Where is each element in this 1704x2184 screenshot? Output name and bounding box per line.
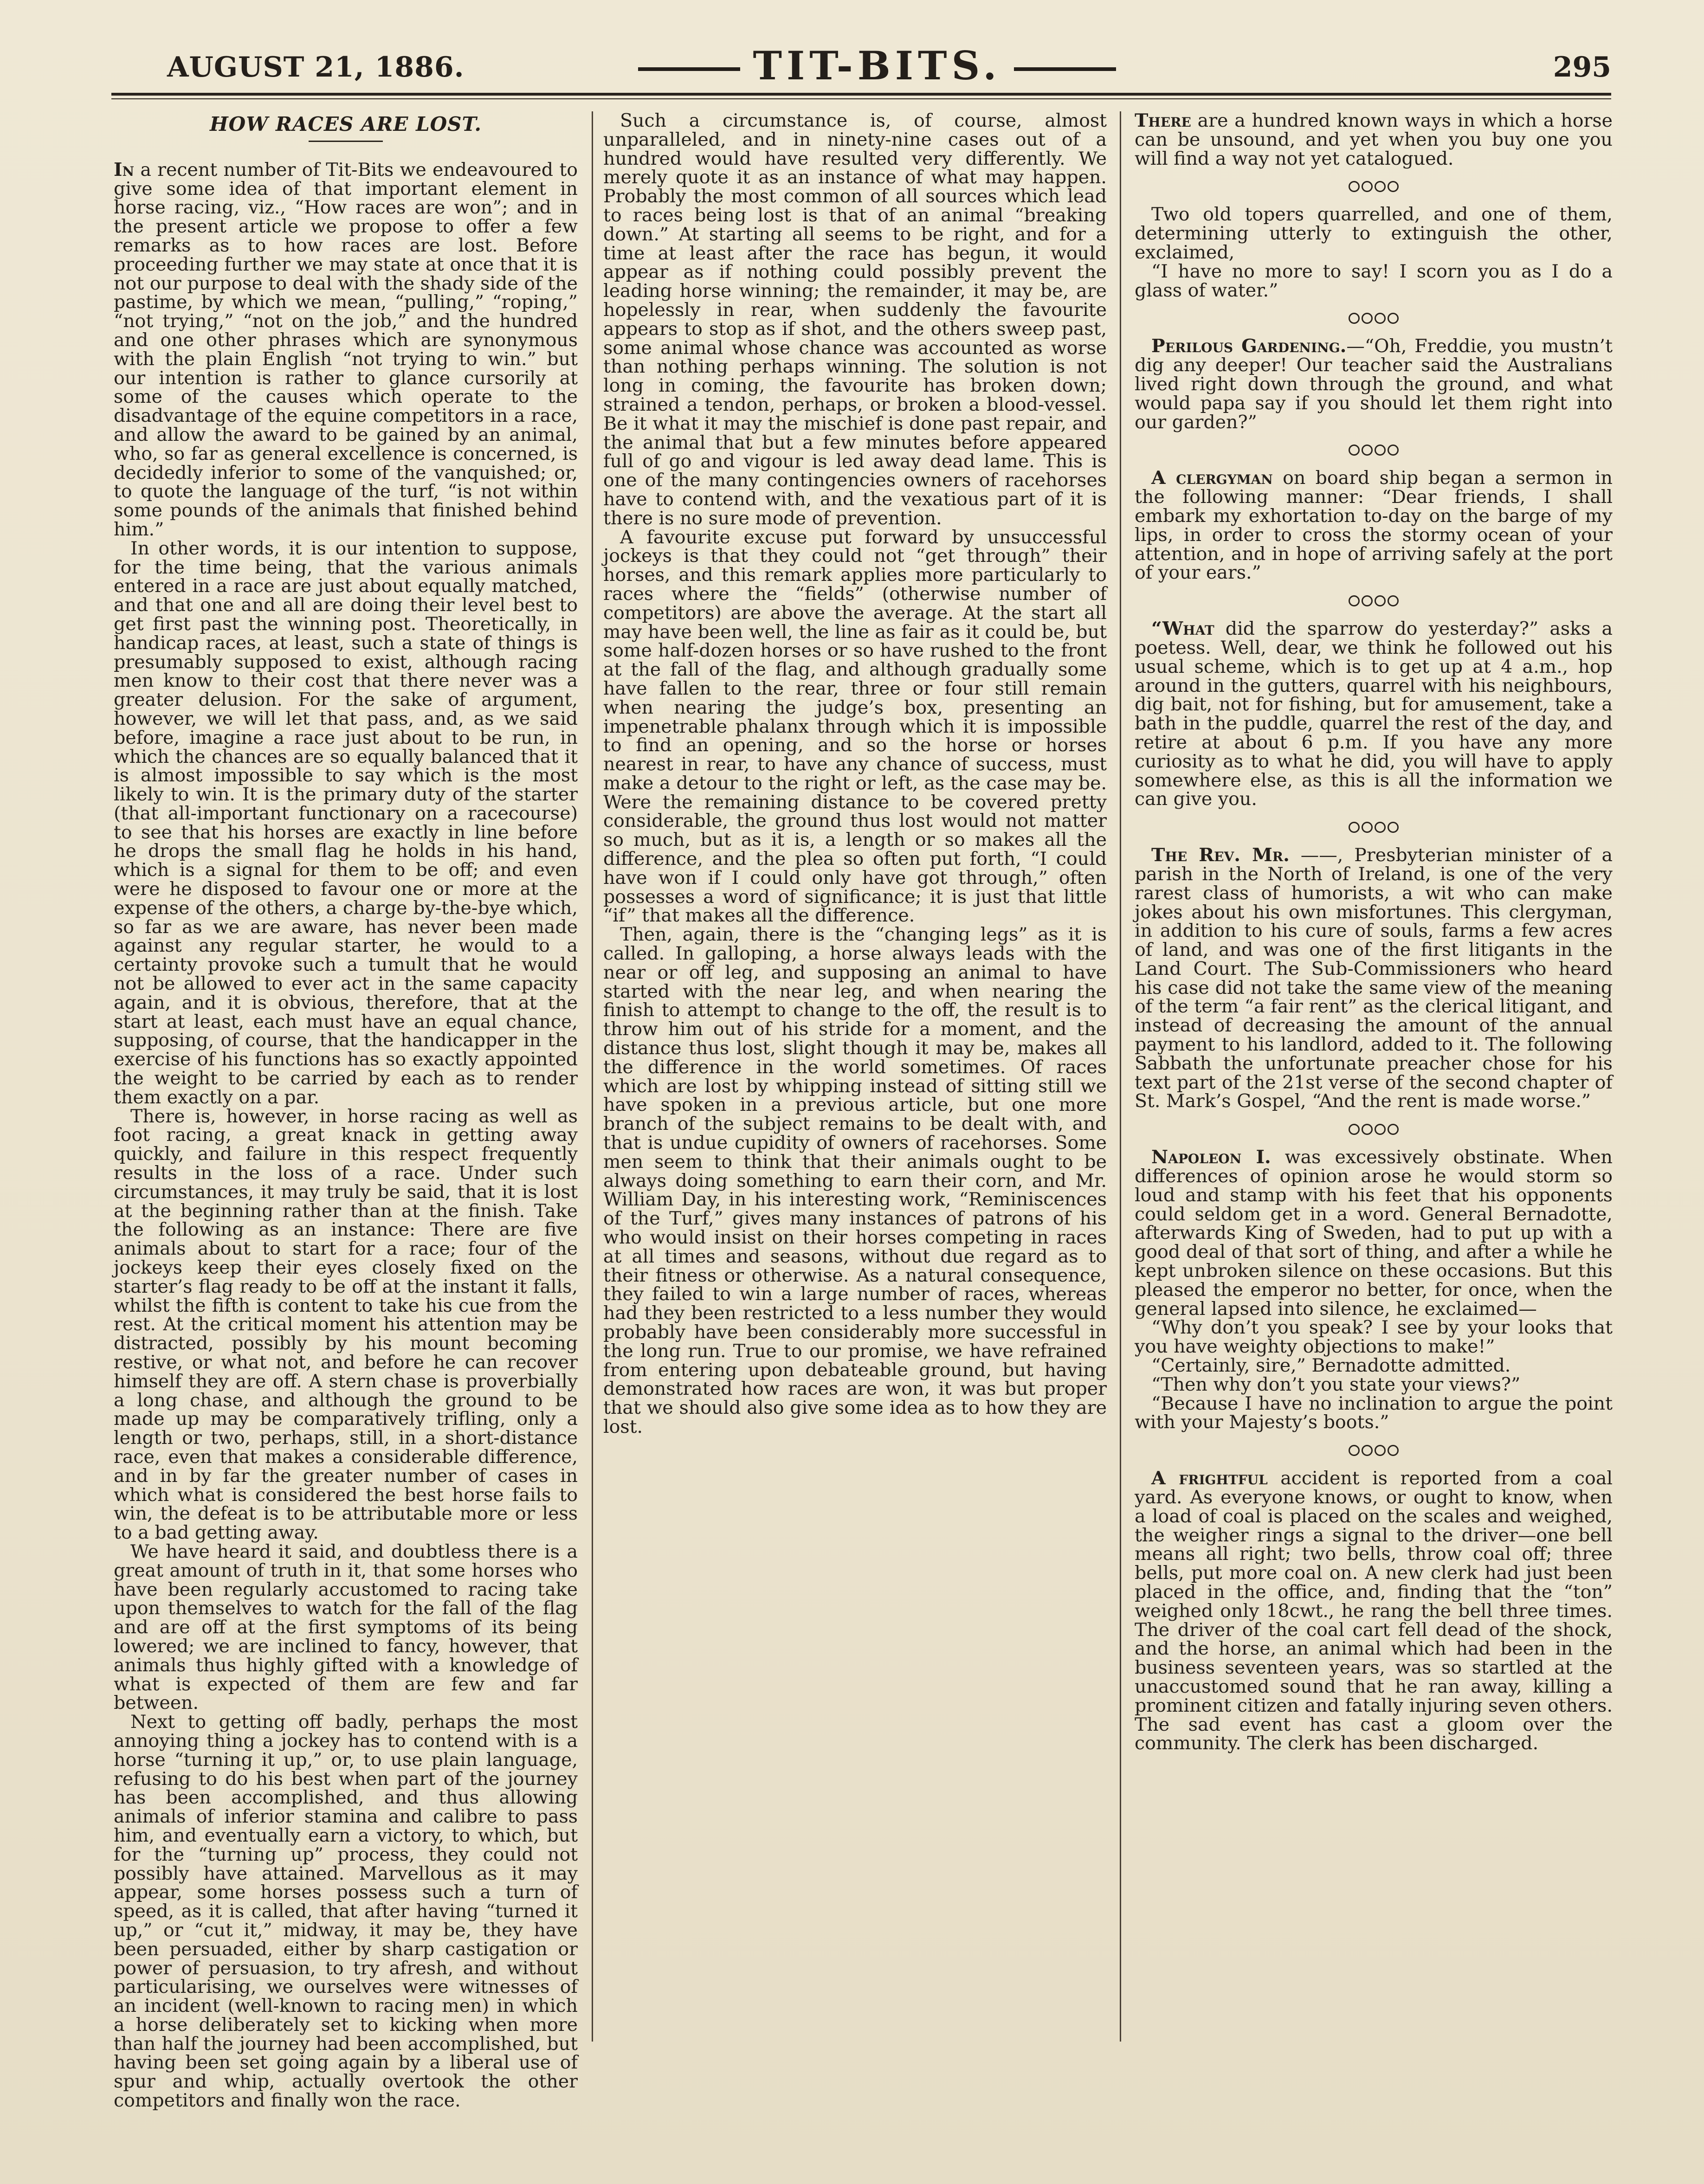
column-1 <box>114 111 578 2112</box>
column-divider <box>592 111 593 2042</box>
article-paragraph: We have heard it said, and doubtless there is a great amount of truth in it, that some horses who have been regularly accustomed to racing take upon themselves to watch for the fall of the flag and are off at the first symptoms of its being lowered; we are inclined to fancy, however, that animals thus highly gifted with a knowledge of what is expected of them are few and far between. <box>114 1540 578 1714</box>
item-lead: Perilous Gardening. <box>1151 335 1347 357</box>
item-text: ——, Presbyterian minister of a parish in the North of Ireland, is one of the very rarest class of humorists, a wit who can make jokes about his own misfortunes. This clergyman, in addition to his cure of souls, farms a few acres of land, and was one of the first litigants in the Land Court. The Sub-Commissioners who heard his case did not take the same view of the meaning of the term “a fair rent” as the clerical litigant, and instead of decreasing the amount of the annual payment to his landlord, added to it. The following Sabbath the unfortunate preacher chose for his text part of the 21st verse of the second chapter of St. Mark’s Gospel, “And the rent is made worse.” <box>1135 844 1613 1112</box>
tit-bit-item <box>1135 846 1613 1111</box>
page-header <box>111 42 1611 93</box>
item-text: was excessively obstinate. When differences of opinion arose he would storm so loud and stamp with his feet that his opponents could seldom get in a word. General Bernadotte, afterwards King of Sweden, had to put up with a good deal of that sort of thing, and after a while he kept unbroken silence on these occasions. But this pleased the emperor no better, for once, when the general lapsed into silence, he exclaimed— <box>1135 1147 1613 1320</box>
section-separator <box>1135 820 1613 834</box>
header-rule-thin <box>111 98 1611 99</box>
item-lead: Napoleon I. <box>1151 1147 1271 1168</box>
column-3 <box>1135 111 1613 2051</box>
item-lead: “What <box>1151 618 1214 640</box>
column-divider <box>1120 111 1121 2042</box>
tit-bit-item <box>1135 1469 1613 1753</box>
article-paragraph <box>114 161 578 539</box>
item-lead: There <box>1135 110 1191 131</box>
tit-bit-item <box>1135 619 1613 809</box>
section-separator <box>1135 1122 1613 1136</box>
article-paragraph: A favourite excuse put forward by unsuccessful jockeys is that they could not “get through” their horses, and this remark applies more particularly to races where the “fields” (otherwise number of competitors) are above the average. At the start all may have been well, the line as fair as it could be, but some half-dozen horses or so have rushed to the front at the fall of the flag, and although gradually some have fallen to the rear, three or four still remain when nearing the judge’s box, presenting an impenetrable phalanx through which it is impossible to find an opening, and so the horse or horses nearest in rear, to have any chance of success, must make a detour to the right or left, as the case may be. Were the remaining distance to be covered pretty considerable, the ground thus lost would not matter so much, but as it is, a length or so makes all the difference, and the plea so often put forth, “I could have won if I could only have got through,” often possesses a word of significance; it is just that little “if” that makes all the difference. <box>603 526 1107 927</box>
item-text: did the sparrow do yesterday?” asks a poetess. Well, dear, we think he followed out his usual scheme, which is to get up at 4 a.m., hop around in the gutters, quarrel with his neighbours, dig bait, not for fishing, but for amusement, take a bath in the puddle, quarrel the rest of the day, and retire at about 6 p.m. If you have any more curiosity as to what he did, you will have to apply somewhere else, as this is all the information we can give you. <box>1135 618 1613 810</box>
tit-bit-item-quote: “I have no more to say! I scorn you as I do a glass of water.” <box>1135 260 1613 301</box>
section-separator <box>1135 593 1613 607</box>
issue-date: AUGUST 21, 1886. <box>167 51 465 84</box>
masthead-title <box>613 43 1142 89</box>
tit-bit-item <box>1135 337 1613 432</box>
paragraph-text: a recent number of Tit-Bits we endeavoured to give some idea of that important element in horse racing, viz., “How races are won”; and in the present article we propose to offer a few remarks as to how races are lost. Before proceeding further we may state at once that it is not our purpose to deal with the shady side of the pastime, by which we mean, “pulling,” “roping,” “not trying,” “not on the job,” and the hundred and one other phrases which are synonymous with the plain English “not trying to win.” but our intention is rather to glance cursorily at some of the causes which operate to the disadvantage of the equine competitors in a race, and allow the award to be gained by an animal, who, so far as general excellence is concerned, is decidedly inferior to some of the vanquished; or, to quote the language of the turf, “is not within some pounds of the animals that finished behind him.” <box>114 159 578 540</box>
tit-bit-item-quote: “Why don’t you speak? I see by your looks that you have weighty objections to make!” <box>1135 1317 1613 1358</box>
section-separator <box>1135 1443 1613 1457</box>
item-lead: The Rev. Mr. <box>1151 844 1290 866</box>
tit-bit-item <box>1135 1148 1613 1318</box>
tit-bit-item: Two old topers quarrelled, and one of them, determining utterly to extinguish the other, exclaimed, <box>1135 204 1613 263</box>
tit-bit-item <box>1135 469 1613 582</box>
masthead-title-text: TIT-BITS. <box>753 43 1001 89</box>
section-separator <box>1135 179 1613 193</box>
item-text: —“Oh, Freddie, you mustn’t dig any deeper! Our teacher said the Australians lived right down through the ground, and what would papa say if you should let them right into our garden?” <box>1135 335 1613 433</box>
item-lead: A clergyman <box>1151 467 1273 489</box>
article-paragraph: Such a circumstance is, of course, almost unparalleled, and in ninety-nine cases out of a hundred would have resulted very differently. We merely quote it as an instance of what may happen. Probably the most common of all sources which lead to races being lost is that of an animal “breaking down.” At starting all seems to be right, and for a time at least after the race has begun, it would appear as if nothing could possibly prevent the leading horse winning; the remainder, it may be, are hopelessly in rear, when suddenly the favourite appears to stop as if shot, and the others sweep past, some animal whose chance was accounted as worse than nothing perhaps winning. The solution is not long in coming, the favourite has broken down; strained a tendon, perhaps, or broken a blood-vessel. Be it what it may the mischief is done past repair, and the animal that but a few minutes before appeared full of go and vigour is led away dead lame. This is one of the many contingencies owners of racehorses have to contend with, and the vexatious part of it is there is no sure mode of prevention. <box>603 110 1107 529</box>
item-text: on board ship began a sermon in the following manner: “Dear friends, I shall embark my exhortation to-day on the barge of my lips, in order to cross the stormy ocean of your attention, and in hope of arriving safely at the port of your ears.” <box>1135 467 1613 584</box>
drop-word: In <box>114 159 135 180</box>
tit-bit-item-quote: “Then why don’t you state your views?” <box>1151 1373 1521 1395</box>
section-separator <box>1135 443 1613 457</box>
page-number: 295 <box>1553 51 1611 84</box>
article-paragraph: Next to getting off badly, perhaps the most annoying thing a jockey has to contend with is a horse “turning it up,” or, to use plain language, refusing to do his best when part of the journey has been accomplished, and thus allowing animals of inferior stamina and calibre to pass him, and eventually earn a victory, to which, but for the “turning up” process, they could not possibly have attained. Marvellous as it may appear, some horses possess such a turn of speed, as it is called, that after having “turned it up,” or “cut it,” midway, it may be, they have been persuaded, either by sharp castigation or power of persuasion, to try afresh, and without particularising, we ourselves were witnesses of an incident (well-known to racing men) in which a horse deliberately set to kicking when more than half the journey had been accomplished, but having been set going again by a liberal use of spur and whip, actually overtook the other competitors and finally won the race. <box>114 1711 578 2112</box>
article-title: HOW RACES ARE LOST. <box>114 115 578 142</box>
section-separator <box>1135 311 1613 325</box>
article-paragraph: There is, however, in horse racing as well as foot racing, a great knack in getting away quickly, and failure in this respect frequently results in the loss of a race. Under such circumstances, it may truly be said, that it is lost at the beginning rather than at the finish. Take the following as an instance: There are five animals about to start for a race; four of the jockeys keep their eyes closely fixed on the starter’s flag ready to be off at the instant it falls, whilst the fifth is content to take his cue from the rest. At the critical moment his attention may be distracted, possibly by his mount becoming restive, or what not, and before he can recover himself they are off. A stern chase is proverbially a long chase, and although the ground to be made up may be comparatively trifling, only a length or two, perhaps, still, in a short-distance race, even that makes a considerable difference, and in by far the greater number of cases in which what is considered the best horse fails to win, the defeat is to be attributable more or less to a bad getting away. <box>114 1105 578 1544</box>
tit-bit-item <box>1135 111 1613 168</box>
item-lead: A frightful <box>1151 1468 1268 1489</box>
article-paragraph: Then, again, there is the “changing legs” as it is called. In galloping, a horse always leads with the near or off leg, and supposing an animal to have started with the near leg, and when nearing the finish to attempt to change to the off, the result is to throw him out of his stride for a moment, and the distance thus lost, slight though it may be, makes all the difference in the world sometimes. Of races which are lost by whipping instead of sitting still we have spoken in a previous article, but one more branch of the subject remains to be dealt with, and that is undue cupidity of owners of racehorses. Some men seem to think that their animals ought to be always doing something to earn their corn, and Mr. William Day, in his interesting work, “Reminiscences of the Turf,” gives many instances of patrons of his who would insist on their horses competing in races at all times and seasons, without due regard as to their fitness or otherwise. As a natural consequence, they failed to win a large number of races, whereas had they been restricted to a less number they would probably have been considerably more successful in the long run. True to our promise, we have refrained from entering upon debateable ground, but having demonstrated how races are won, it was but proper that we should also give some idea as to how they are lost. <box>603 924 1107 1437</box>
item-text: accident is reported from a coal yard. As everyone knows, or ought to know, when a load of coal is placed on the scales and weighed, the weigher rings a signal to the driver—one bell means all right; two bells, throw coal off; three bells, put more coal on. A new clerk had just been placed in the office, and, finding that the “ton” weighed only 18cwt., he rang the bell three times. The driver of the coal cart fell dead of the shock, and the horse, an animal which had been in the business seventeen years, was so startled at the unaccustomed sound that he ran away, killing a prominent citizen and fatally injuring seven others. The sad event has cast a gloom over the community. The clerk has been discharged. <box>1135 1468 1613 1754</box>
tit-bit-item-quote: “Because I have no inclination to argue the point with your Majesty’s boots.” <box>1135 1392 1613 1433</box>
header-rule <box>111 93 1611 96</box>
article-paragraph: In other words, it is our intention to suppose, for the time being, that the various animals entered in a race are just about equally matched, and that one and all are doing their level best to get first past the winning post. Theoretically, in handicap races, at least, such a state of things is presumably supposed to exist, although racing men know to their cost that there never was a greater delusion. For the sake of argument, however, we will let that pass, and, as we said before, imagine a race just about to be run, in which the chances are so equally balanced that it is almost impossible to say which is the most likely to win. It is the primary duty of the starter (that all-important functionary on a racecourse) to see that his horses are exactly in line before he drops the small flag he holds in his hand, which is a signal for them to be off; and even were he disposed to favour one or more at the expense of the others, a charge by-the-bye which, so far as we are aware, has never been made against any regular starter, he would to a certainty provoke such a tumult that he would not be allowed to ever act in the same capacity again, and it is obvious, therefore, that at the start at least, each must have an equal chance, supposing, of course, that the handicapper in the exercise of his functions has so exactly appointed the weight to be carried by each as to render them exactly on a par. <box>114 537 578 1108</box>
tit-bit-item-quote: “Certainly, sire,” Bernadotte admitted. <box>1151 1355 1511 1377</box>
item-text: are a hundred known ways in which a horse can be unsound, and yet when you buy one you will find a way not yet catalogued. <box>1135 110 1613 169</box>
column-2 <box>603 111 1107 2051</box>
